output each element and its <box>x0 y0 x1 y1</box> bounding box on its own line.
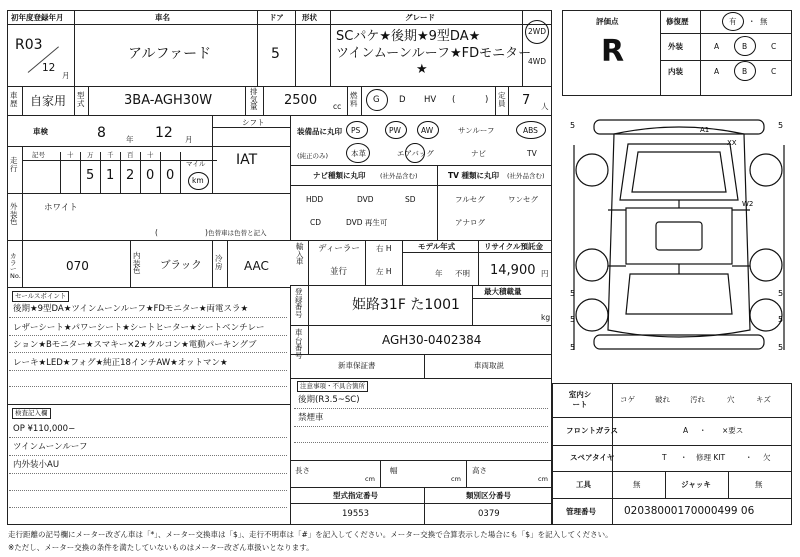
inspector-line: 内外装小AU <box>13 460 60 470</box>
type-designation: 19553 <box>342 509 370 519</box>
interior-color: ブラック <box>160 259 202 271</box>
sales-point-line: レザーシート★パワーシート★シートヒーター★シートベンチレー <box>13 323 265 333</box>
damage-w2: W2 <box>742 200 754 208</box>
tools-value: 無 <box>633 480 641 489</box>
ac-type: AAC <box>244 259 269 273</box>
grade-line2: ツインムーンルーフ★FDモニター <box>336 46 532 61</box>
color-number: 070 <box>66 259 89 273</box>
equip-pw: PW <box>389 126 401 135</box>
equip-ps: PS <box>351 126 361 135</box>
grade-line1: SCパケ★後期★9型DA★ <box>336 29 481 44</box>
sales-point-line: レーキ★LED★フォグ★純正18インチAW★オットマン★ <box>13 358 228 368</box>
car-diagram <box>562 100 794 375</box>
damage-a1: A1 <box>700 126 710 134</box>
svg-text:5: 5 <box>778 121 784 130</box>
sales-point-line: ション★Bモニター★スマキー×2★クルコン★電動パーキングブ <box>13 340 257 350</box>
svg-text:5: 5 <box>778 289 784 298</box>
svg-text:5: 5 <box>778 315 784 324</box>
note-line: 後期(R3.5~SC) <box>298 395 360 405</box>
model-code: 3BA-AGH30W <box>124 93 213 108</box>
equip-sunroof: サンルーフ <box>458 126 495 135</box>
category-number: 0379 <box>478 509 500 519</box>
sales-point-line: 後期★9型DA★ツインムーンルーフ★FDモニター★両電スラ★ <box>13 304 249 314</box>
mile-digit: 0 <box>166 168 175 183</box>
vin-number: AGH30-0402384 <box>382 333 482 347</box>
score: R <box>601 34 625 69</box>
use-type: 自家用 <box>30 94 67 108</box>
svg-text:5: 5 <box>570 343 576 352</box>
note-line: 禁煙車 <box>298 413 324 423</box>
car-name: アルファード <box>128 46 212 62</box>
grade-line3: ★ <box>416 62 428 77</box>
mile-digit: 0 <box>146 168 155 183</box>
svg-text:5: 5 <box>570 315 576 324</box>
equip-leather: 本革 <box>351 149 366 158</box>
inspect-year: 8 <box>97 125 106 141</box>
jack-value: 無 <box>755 480 763 489</box>
equip-aw: AW <box>421 126 434 135</box>
mile-digit: 5 <box>86 168 95 183</box>
management-number: 02038000170000499 06 <box>624 505 755 517</box>
car-name-header: 車名 <box>155 13 170 22</box>
damage-xx: XX <box>727 139 737 147</box>
footer-note: ※ただし、メーター交換の条件を満たしていないものはメーター改ざん車扱いとなります。 <box>8 543 314 552</box>
svg-text:5: 5 <box>778 343 784 352</box>
mile-digit: 1 <box>106 168 115 183</box>
shift: IAT <box>236 152 258 168</box>
svg-text:5: 5 <box>570 289 576 298</box>
first-reg-month: 12 <box>42 62 56 74</box>
exterior-color: ホワイト <box>44 203 78 213</box>
equip-abs: ABS <box>523 126 538 135</box>
footer-note: 走行距離の記号欄にメーター改ざん車は「*」、メーター交換車は「$」、走行不明車は「#」を記入してください。メーター交換で合算表示した場合にも「$」を記入してください。 <box>8 530 613 539</box>
svg-text:5: 5 <box>570 121 576 130</box>
displacement: 2500 <box>284 93 318 108</box>
inspect-month: 12 <box>155 125 173 141</box>
capacity: 7 <box>522 93 531 108</box>
mile-digit: 2 <box>126 168 135 183</box>
first-reg-header: 初年度登録年月 <box>11 13 64 22</box>
recycle-fee: 14,900 <box>490 263 536 278</box>
doors: 5 <box>271 46 280 62</box>
inspector-line: OP ¥110,000− <box>13 424 76 434</box>
plate-number: 姫路31F た1001 <box>352 297 460 313</box>
inspector-line: ツインムーンルーフ <box>13 442 88 452</box>
first-reg-year: R03 <box>15 37 43 53</box>
